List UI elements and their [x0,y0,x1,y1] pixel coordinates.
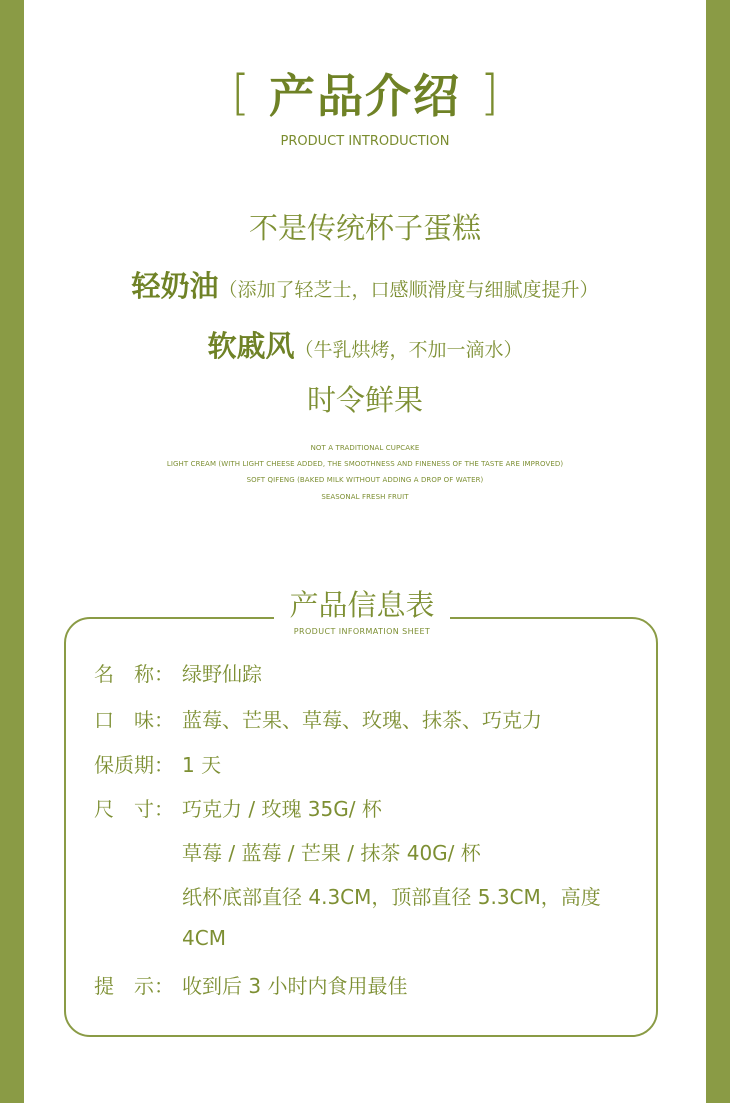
english-line-3: SOFT QIFENG (BAKED MILK WITHOUT ADDING A DROP OF WATER) [246,476,484,484]
intro-line-3 [0,324,730,365]
intro-note-chiffon: （牛乳烘烤，不加一滴水） [294,339,523,361]
info-value: 纸杯底部直径 4.3CM，顶部直径 5.3CM，高度 [182,885,601,909]
sheet-title-line-right [450,617,544,619]
intro-line-1: 不是传统杯子蛋糕 [248,211,481,245]
info-value: 收到后 3 小时内食用最佳 [182,974,408,998]
info-value: 绿野仙踪 [182,662,262,686]
info-row-size [94,793,181,822]
info-value: 蓝莓、芒果、草莓、玫瑰、抹茶、巧克力 [182,708,542,732]
intro-highlight-cream: 轻奶油 [131,269,219,303]
english-line-2: LIGHT CREAM (WITH LIGHT CHEESE ADDED, THE SMOOTHNESS AND FINENESS OF THE TASTE ARE IMPROVED) [166,460,564,468]
info-sheet-title: 产品信息表 [289,588,435,622]
info-row-name [94,658,181,687]
info-row-shelf-life [94,749,181,778]
info-label: 提 示： [94,974,174,998]
intro-line-4: 时令鲜果 [306,383,423,417]
info-value: 巧克力 / 玫瑰 35G/ 杯 [182,797,382,821]
english-line-1: NOT A TRADITIONAL CUPCAKE [310,444,420,452]
info-sheet-subtitle: PRODUCT INFORMATION SHEET [293,627,431,636]
left-border-bar [0,0,24,1103]
sheet-title-line-left [176,617,274,619]
info-label: 尺 寸： [94,797,174,821]
info-sheet-header [274,583,450,639]
right-border-bar [706,0,730,1103]
open-bracket: [ [231,65,250,121]
info-label: 保质期： [94,753,174,777]
info-value: 4CM [182,926,226,950]
intro-line-2 [0,264,730,305]
info-label: 名 称： [94,662,174,686]
intro-highlight-chiffon: 软戚风 [207,329,295,363]
close-bracket: ] [480,65,499,121]
info-value: 草莓 / 蓝莓 / 芒果 / 抹茶 40G/ 杯 [182,841,481,865]
section-title [0,60,730,126]
page-title: 产品介绍 [269,69,461,123]
english-line-4: SEASONAL FRESH FRUIT [321,493,409,501]
intro-note-cream: （添加了轻芝士，口感顺滑度与细腻度提升） [218,279,599,301]
info-row-flavor [94,704,181,733]
page-subtitle: PRODUCT INTRODUCTION [280,134,450,149]
info-row-tip [94,970,181,999]
info-value: 1 天 [182,753,222,777]
info-label: 口 味： [94,708,174,732]
